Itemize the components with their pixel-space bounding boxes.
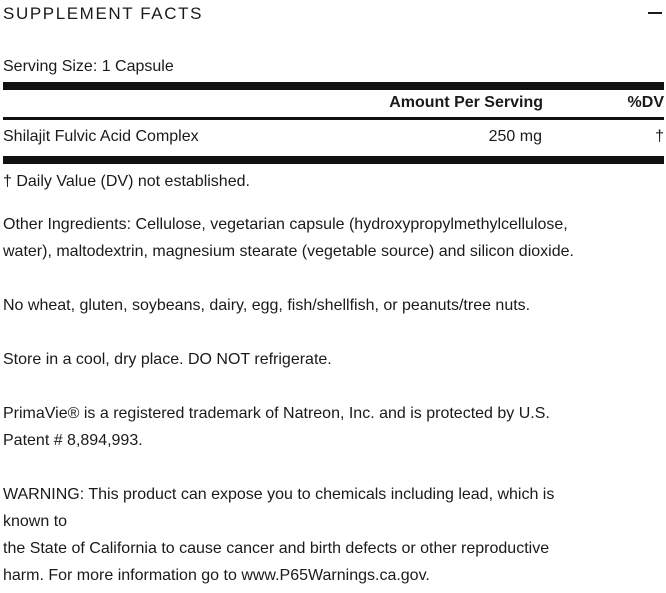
- warning-line: known to: [3, 513, 68, 530]
- ingredient-dv: †: [655, 128, 664, 145]
- table-header-rule: [3, 117, 664, 120]
- other-ingredients-line: Other Ingredients: Cellulose, vegetarian capsule (hydroxypropylmethylcellulose,: [3, 216, 568, 233]
- minus-icon[interactable]: [648, 12, 662, 14]
- trademark-line: PrimaVie® is a registered trademark of Natreon, Inc. and is protected by U.S.: [3, 405, 550, 422]
- warning-line: WARNING: This product can expose you to chemicals including lead, which is: [3, 486, 555, 503]
- trademark-line: Patent # 8,894,993.: [3, 432, 143, 449]
- prop65-warning: [3, 481, 665, 589]
- trademark-note: [3, 400, 665, 454]
- other-ingredients-line: water), maltodextrin, magnesium stearate (vegetable source) and silicon dioxide.: [3, 243, 574, 260]
- column-header-dv: %DV: [627, 94, 664, 111]
- section-title: SUPPLEMENT FACTS: [3, 4, 204, 23]
- other-ingredients: [3, 211, 665, 265]
- warning-line: the State of California to cause cancer and birth defects or other reproductive: [3, 540, 550, 557]
- storage-note: Store in a cool, dry place. DO NOT refrigerate.: [3, 351, 332, 368]
- ingredient-amount: 250 mg: [488, 128, 542, 145]
- allergen-note: No wheat, gluten, soybeans, dairy, egg, fish/shellfish, or peanuts/tree nuts.: [3, 297, 531, 314]
- dv-footnote: † Daily Value (DV) not established.: [3, 173, 250, 190]
- column-header-amount: Amount Per Serving: [389, 94, 543, 111]
- supplement-facts-header[interactable]: [3, 0, 664, 28]
- table-bottom-rule: [3, 156, 664, 164]
- table-top-rule: [3, 82, 664, 90]
- warning-line: harm. For more information go to www.P65Warnings.ca.gov.: [3, 567, 430, 584]
- serving-size: Serving Size: 1 Capsule: [3, 58, 174, 75]
- ingredient-name: Shilajit Fulvic Acid Complex: [3, 128, 199, 145]
